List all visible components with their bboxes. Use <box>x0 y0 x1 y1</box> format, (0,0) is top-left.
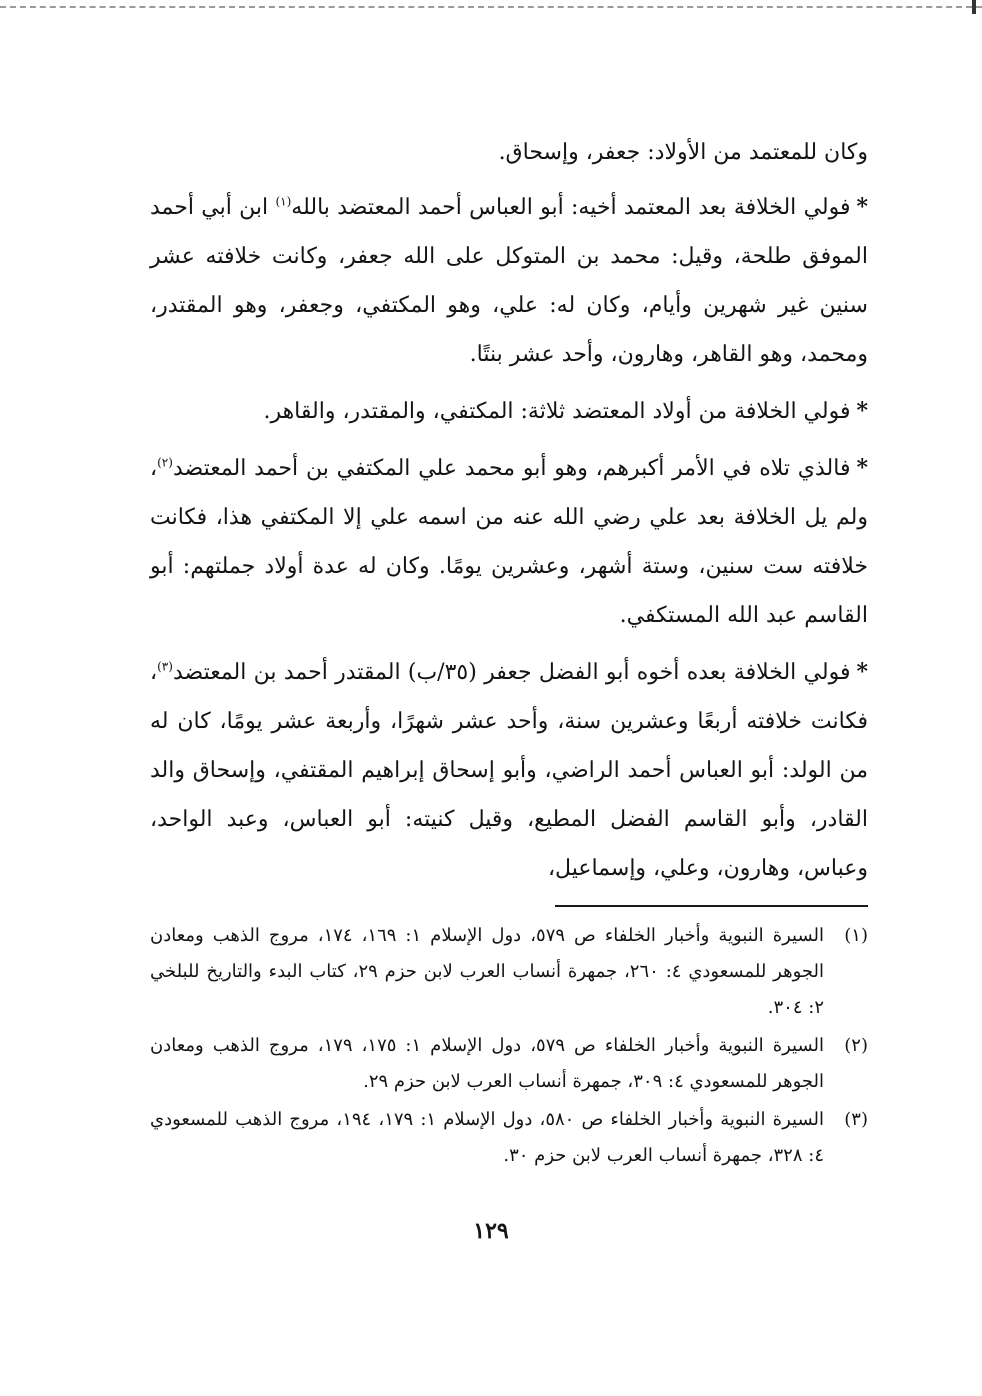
star-marker: * <box>856 398 868 424</box>
star-marker: * <box>856 194 869 220</box>
footnote-1 <box>150 918 868 1026</box>
paragraph-text: فولي الخلافة بعده أخوه أبو الفضل جعفر (٣٥/ب) المقتدر أحمد بن المعتضد <box>172 660 851 685</box>
footnote-3 <box>150 1102 868 1174</box>
footnote-text: السيرة النبوية وأخبار الخلفاء ص ٥٨٠، دول الإسلام ١: ١٧٩، ١٩٤، مروج الذهب للمسعودي ٤: ٣٢٨، جمهرة أنساب العرب لابن حزم ٣٠. <box>150 1109 825 1166</box>
footnote-number: (١) <box>844 925 868 946</box>
page-number: ١٢٩ <box>473 1218 509 1244</box>
paragraph-text-cont: ، ولم يل الخلافة بعد علي رضي الله عنه من اسمه علي إلا المكتفي هذا، فكانت خلافته ست سنين، وستة أشهر، وعشرين يومًا. وكان له عدة أولاد جملتهم: أبو القاسم عبد الله المستكفي. <box>150 456 868 628</box>
footnote-ref-1[interactable]: (١) <box>275 194 292 209</box>
footnote-text: السيرة النبوية وأخبار الخلفاء ص ٥٧٩، دول الإسلام ١: ١٦٩، ١٧٤، مروج الذهب ومعادن الجوهر للمسعودي ٤: ٢٦٠، جمهرة أنساب العرب لابن حزم ٢٩، كتاب البدء والتاريخ للبلخي ٢: ٣٠٤. <box>150 925 825 1018</box>
paragraph-text: وكان للمعتمد من الأولاد: جعفر، وإسحاق. <box>498 140 868 165</box>
paragraph-5 <box>150 648 868 893</box>
footnote-number: (٢) <box>844 1035 868 1056</box>
scan-top-border <box>0 6 982 8</box>
star-marker: * <box>856 659 868 685</box>
footnote-ref-2[interactable]: (٢) <box>157 455 173 470</box>
paragraph-text: فالذي تلاه في الأمر أكبرهم، وهو أبو محمد علي المكتفي بن أحمد المعتضد <box>172 456 851 481</box>
star-marker: * <box>856 455 868 481</box>
footnote-ref-3[interactable]: (٣) <box>157 659 173 674</box>
paragraph-2 <box>150 183 868 379</box>
footnotes <box>150 918 868 1176</box>
footnote-number: (٣) <box>844 1109 868 1130</box>
paragraph-text: فولي الخلافة بعد المعتمد أخيه: أبو العباس أحمد المعتضد بالله <box>291 195 851 220</box>
paragraph-text-cont: ابن أبي أحمد الموفق طلحة، وقيل: محمد بن المتوكل على الله جعفر، وكانت خلافته عشر سنين غير شهرين وأيام، وكان له: علي، وهو المكتفي، وجعفر، وهو المقتدر، ومحمد، وهو القاهر، وهارون، وأحد عشر بنتًا. <box>150 195 868 367</box>
paragraph-4 <box>150 444 868 640</box>
paragraph-1 <box>150 128 868 177</box>
footnote-2 <box>150 1028 868 1100</box>
paragraph-3 <box>150 387 868 436</box>
footnote-text: السيرة النبوية وأخبار الخلفاء ص ٥٧٩، دول الإسلام ١: ١٧٥، ١٧٩، مروج الذهب ومعادن الجوهر للمسعودي ٤: ٣٠٩، جمهرة أنساب العرب لابن حزم ٢٩. <box>150 1035 825 1092</box>
paragraph-text: فولي الخلافة من أولاد المعتضد ثلاثة: المكتفي، والمقتدر، والقاهر. <box>263 399 851 424</box>
scan-edge-mark <box>972 0 976 14</box>
footnote-divider <box>555 905 868 907</box>
paragraph-text-cont: ، فكانت خلافته أربعًا وعشرين سنة، وأحد عشر شهرًا، وأربعة عشر يومًا، كان له من الولد: أبو العباس أحمد الراضي، وأبو إسحاق إبراهيم المقتفي، وإسحاق والد القادر، وأبو القاسم الفضل المطيع، وقيل كنيته: أبو العباس، وعبد الواحد، وعباس، وهارون، وعلي، وإسماعيل، <box>150 660 868 881</box>
main-text <box>150 128 868 901</box>
